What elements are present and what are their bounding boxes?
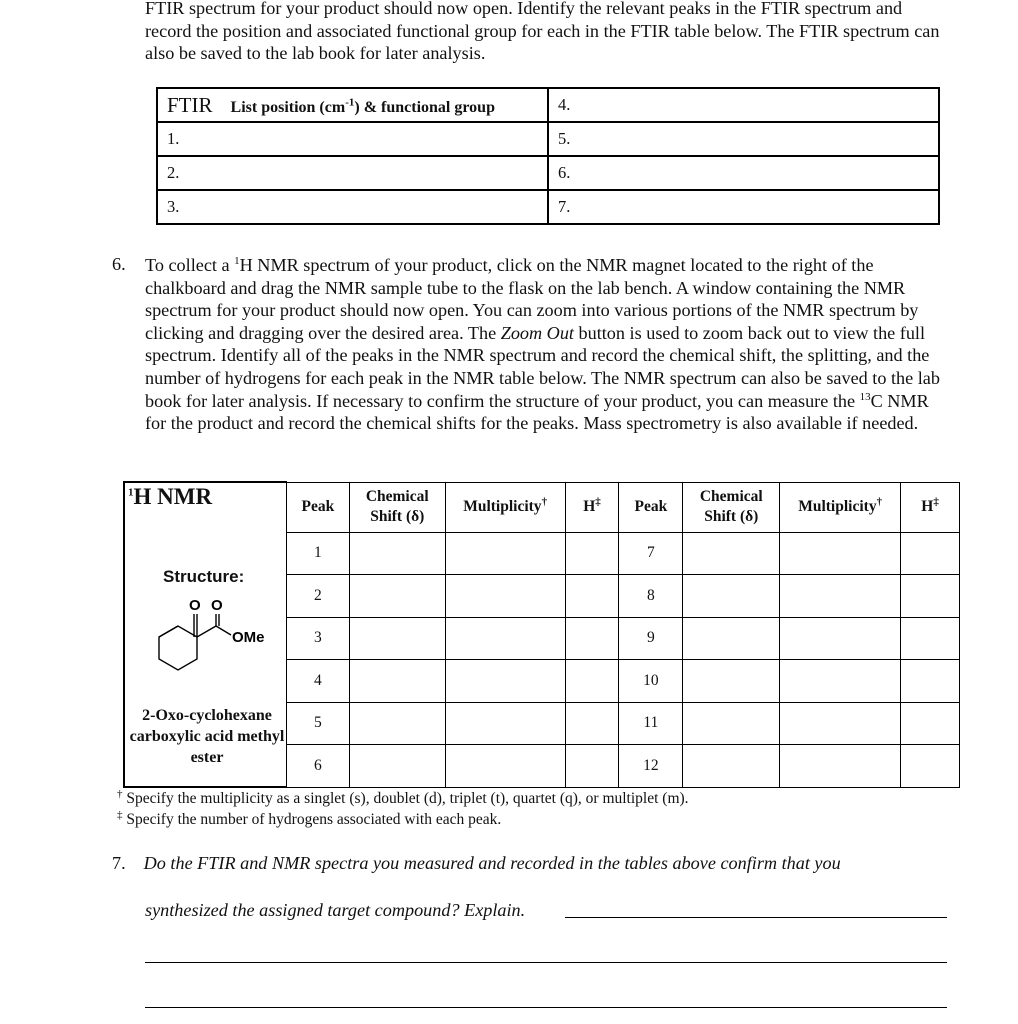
hydrogen-cell[interactable] — [901, 702, 960, 745]
ftir-table — [156, 87, 940, 225]
header-h-left — [565, 482, 619, 532]
zoom-out-label: Zoom Out — [500, 322, 574, 343]
header-shift-a: Chemical — [699, 488, 763, 505]
nmr-side-panel — [124, 482, 286, 787]
header-peak-left: Peak — [286, 482, 349, 532]
header-shift-b: Shift (δ) — [704, 508, 759, 525]
multiplicity-cell[interactable] — [445, 617, 565, 660]
ftir-column-header — [230, 96, 495, 116]
hydrogen-cell[interactable] — [901, 660, 960, 703]
step6-sup-2: 13 — [859, 390, 871, 403]
step6-text-1: To collect a — [145, 255, 235, 275]
nmr-title-sup: 1 — [128, 486, 134, 499]
shift-cell[interactable] — [349, 617, 445, 660]
peak-number: 4 — [286, 660, 349, 703]
header-h-text: H — [921, 498, 934, 515]
header-h-mark: ‡ — [933, 495, 939, 508]
molecule-o-label-2: O — [211, 597, 223, 614]
question-7-line-2: synthesized the assigned target compound? Explain. — [145, 900, 526, 920]
ftir-row — [157, 190, 939, 224]
hydrogen-cell[interactable] — [565, 702, 619, 745]
hydrogen-cell[interactable] — [901, 745, 960, 788]
multiplicity-cell[interactable] — [780, 575, 901, 618]
hydrogen-cell[interactable] — [565, 575, 619, 618]
answer-line-1[interactable] — [565, 917, 947, 918]
shift-cell[interactable] — [683, 532, 780, 575]
header-mult-mark: † — [876, 495, 883, 508]
question-7-number: 7. — [112, 853, 126, 873]
header-shift-right — [683, 482, 780, 532]
peak-number: 2 — [286, 575, 349, 618]
ftir-entry-3[interactable]: 3. — [157, 190, 548, 224]
footnote-mark-2: ‡ — [117, 808, 123, 821]
shift-cell[interactable] — [683, 660, 780, 703]
header-shift-b: Shift (δ) — [370, 508, 425, 525]
shift-cell[interactable] — [349, 702, 445, 745]
answer-line-3[interactable] — [145, 1007, 947, 1008]
footnote-hydrogens — [117, 808, 502, 829]
peak-number: 12 — [619, 745, 683, 788]
ftir-row — [157, 156, 939, 190]
ftir-entry-7[interactable]: 7. — [548, 190, 939, 224]
shift-cell[interactable] — [683, 745, 780, 788]
ftir-header-text-a: List position (cm — [230, 98, 346, 116]
footnote-multiplicity — [117, 787, 689, 808]
multiplicity-cell[interactable] — [780, 617, 901, 660]
molecule-o-label-1: O — [189, 597, 201, 614]
ftir-entry-2[interactable]: 2. — [157, 156, 548, 190]
ftir-header-cell — [157, 88, 548, 122]
hydrogen-cell[interactable] — [901, 532, 960, 575]
nmr-title — [128, 484, 213, 509]
header-mult-mark: † — [541, 495, 548, 508]
hydrogen-cell[interactable] — [901, 617, 960, 660]
shift-cell[interactable] — [349, 660, 445, 703]
step6-text-3: button is used to zoom back out to view the full spectrum. Identify all of the peaks in the NMR spectrum and record the chemical shift, the splitting, and the number of hydrogens for each peak in the NMR table below. The NMR spectrum can also be saved to the lab book for later analysis. If necessary to confirm the structure of your product, you can measure the — [145, 322, 940, 411]
shift-cell[interactable] — [683, 702, 780, 745]
header-mult-left — [445, 482, 565, 532]
ftir-header-row — [157, 88, 939, 122]
ftir-header-sup: -1 — [345, 96, 355, 109]
molecule-ome-label: OMe — [232, 629, 265, 646]
footnote-text-1: Specify the multiplicity as a singlet (s), doublet (d), triplet (t), quartet (q), or multiplet (m). — [122, 790, 689, 807]
cyclohexane-ring — [159, 626, 197, 670]
header-mult-text: Multiplicity — [798, 498, 877, 515]
step6-text-2: H NMR spectrum of your product, click on the NMR magnet located to the right of the chalkboard and drag the NMR sample tube to the flask on the lab bench. A window containing the NMR spectrum for your product should now open. You can zoom into various portions of the NMR spectrum by clicking and dragging over the desired area. The — [145, 255, 919, 343]
shift-cell[interactable] — [683, 575, 780, 618]
step6-sup-1: 1 — [234, 254, 240, 267]
multiplicity-cell[interactable] — [445, 660, 565, 703]
header-shift-a: Chemical — [365, 488, 429, 505]
hydrogen-cell[interactable] — [565, 532, 619, 575]
ftir-entry-1[interactable]: 1. — [157, 122, 548, 156]
multiplicity-cell[interactable] — [445, 702, 565, 745]
header-shift-left — [349, 482, 445, 532]
peak-number: 5 — [286, 702, 349, 745]
peak-number: 9 — [619, 617, 683, 660]
molecule-structure-image — [139, 596, 274, 676]
hydrogen-cell[interactable] — [565, 745, 619, 788]
footnote-mark-1: † — [117, 787, 123, 800]
ftir-entry-4[interactable]: 4. — [548, 88, 939, 122]
header-h-mark: ‡ — [595, 495, 601, 508]
step6-number: 6. — [112, 254, 126, 274]
header-h-right — [901, 482, 960, 532]
ftir-label: FTIR — [167, 92, 213, 117]
shift-cell[interactable] — [683, 617, 780, 660]
hydrogen-cell[interactable] — [901, 575, 960, 618]
intro-paragraph: FTIR spectrum for your product should now open. Identify the relevant peaks in the FTIR spectrum and record the position and associated functional group for each in the FTIR table below. The FTIR spectrum can also be saved to the lab book for later analysis. — [145, 0, 940, 64]
structure-label: Structure: — [163, 567, 245, 586]
peak-number: 8 — [619, 575, 683, 618]
peak-number: 1 — [286, 532, 349, 575]
peak-number: 3 — [286, 617, 349, 660]
answer-line-2[interactable] — [145, 962, 947, 963]
multiplicity-cell[interactable] — [780, 745, 901, 788]
multiplicity-cell[interactable] — [780, 702, 901, 745]
multiplicity-cell[interactable] — [445, 745, 565, 788]
header-h-text: H — [583, 498, 596, 515]
multiplicity-cell[interactable] — [780, 660, 901, 703]
hydrogen-cell[interactable] — [565, 660, 619, 703]
question-7-line-1: Do the FTIR and NMR spectra you measured and recorded in the tables above confirm that you — [143, 853, 841, 873]
ftir-entry-6[interactable]: 6. — [548, 156, 939, 190]
peak-number: 10 — [619, 660, 683, 703]
peak-number: 6 — [286, 745, 349, 788]
nmr-table — [123, 481, 960, 788]
nmr-title-text: H NMR — [133, 484, 213, 509]
nmr-header-row — [124, 482, 960, 532]
header-mult-text: Multiplicity — [463, 498, 542, 515]
peak-number: 7 — [619, 532, 683, 575]
shift-cell[interactable] — [349, 745, 445, 788]
step6-paragraph — [145, 254, 945, 435]
hydrogen-cell[interactable] — [565, 617, 619, 660]
question-7 — [112, 853, 841, 874]
footnote-text-2: Specify the number of hydrogens associated with each peak. — [122, 811, 502, 828]
header-mult-right — [780, 482, 901, 532]
ftir-header-text-b: ) & functional group — [354, 98, 495, 116]
shift-cell[interactable] — [349, 575, 445, 618]
peak-number: 11 — [619, 702, 683, 745]
compound-name: 2-Oxo-cyclohexane carboxylic acid methyl ester — [129, 707, 285, 766]
multiplicity-cell[interactable] — [445, 532, 565, 575]
step6-text-4: C NMR for the product and record the chemical shifts for the peaks. Mass spectrometry is also available if needed. — [145, 390, 929, 434]
ftir-entry-5[interactable]: 5. — [548, 122, 939, 156]
ftir-row — [157, 122, 939, 156]
header-peak-right: Peak — [619, 482, 683, 532]
shift-cell[interactable] — [349, 532, 445, 575]
multiplicity-cell[interactable] — [445, 575, 565, 618]
multiplicity-cell[interactable] — [780, 532, 901, 575]
